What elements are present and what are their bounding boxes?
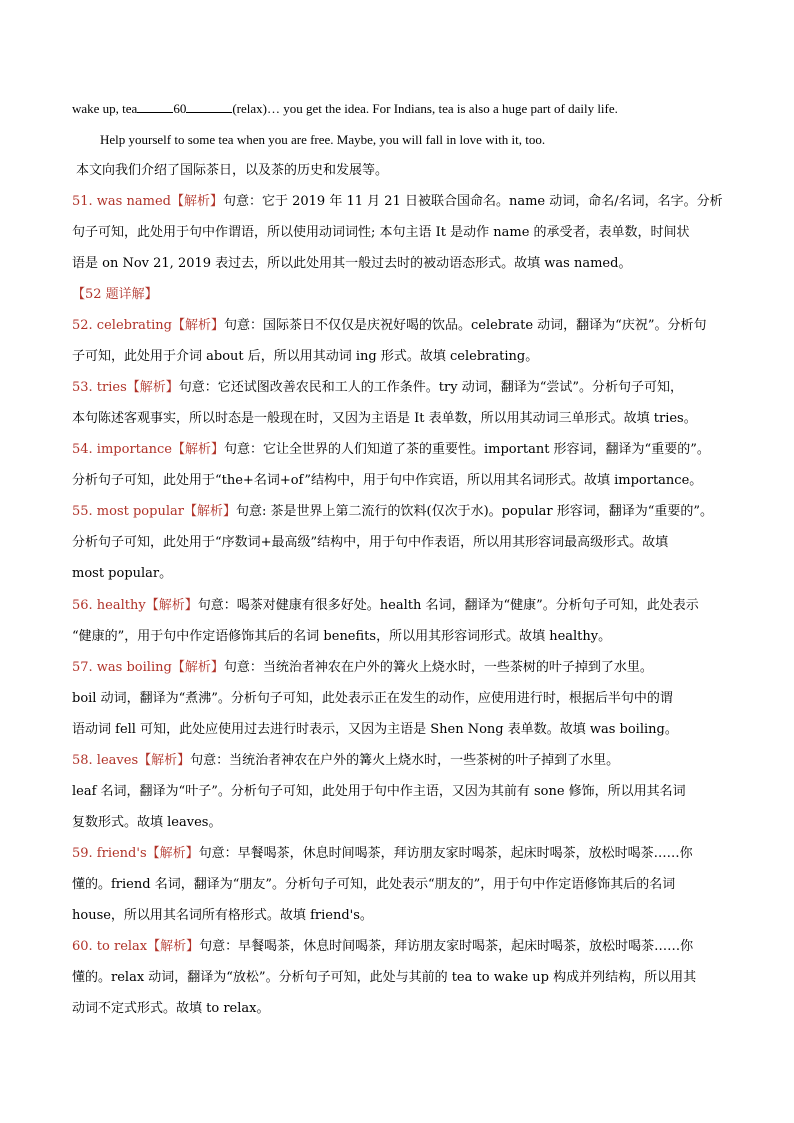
answer-label: 60. to relax [72, 939, 148, 954]
explanation-53-line-2: 本句陈述客观事实，所以时态是一般现在时，又因为主语是 It 表单数，所以用其动词三单形式。故填 tries。 [72, 411, 697, 426]
answer-label: 55. most popular [72, 504, 184, 519]
explanation-54-line-2: 分析句子可知，此处用于“the+名词+of”结构中，用于句中作宾语，所以用其名词形式。故填 importance。 [72, 473, 703, 488]
passage-text: wake up, tea [72, 101, 138, 116]
analysis-tag: 【解析】 [172, 318, 225, 333]
analysis-tag: 【解析】 [183, 504, 236, 519]
analysis-tag: 【解析】 [171, 442, 224, 457]
explanation-59-line-2: 懂的。friend 名词，翻译为“朋友”。分析句子可知，此处表示“朋友的”，用于句中作定语修饰其后的名词 [72, 877, 676, 892]
passage-line-2: Help yourself to some tea when you are free. Maybe, you will fall in love with it, too. [100, 132, 546, 147]
explanation-51-line-3: 语是 on Nov 21, 2019 表过去，所以此处用其一般过去时的被动语态形式。故填 was named。 [72, 256, 632, 271]
analysis-tag: 【解析】 [126, 380, 179, 395]
blank-number: 60 [173, 101, 187, 116]
analysis-tag: 【解析】 [146, 846, 199, 861]
answer-label: 58. leaves [72, 753, 139, 768]
answer-label: 57. was boiling [72, 660, 172, 675]
explanation-51-line-2: 句子可知，此处用于句中作谓语，所以使用动词词性; 本句主语 It 是动作 name 的承受者，表单数，时间状 [72, 225, 690, 240]
explanation-59-line-3: house，所以用其名词所有格形式。故填 friend's。 [72, 908, 373, 923]
explanation-57-line-2: boil 动词，翻译为“煮沸”。分析句子可知，此处表示正在发生的动作，应使用进行时，根据后半句中的谓 [72, 691, 673, 706]
explanation-text: 句意：它还试图改善农民和工人的工作条件。try 动词，翻译为“尝试”。分析句子可知， [178, 380, 684, 395]
analysis-tag: 【解析】 [171, 660, 224, 675]
answer-label: 56. healthy [72, 598, 146, 613]
analysis-tag: 【解析】 [138, 753, 191, 768]
section-header-52: 【52 题详解】 [72, 287, 158, 302]
blank-line [137, 112, 173, 113]
explanation-60-line-2: 懂的。relax 动词，翻译为“放松”。分析句子可知，此处与其前的 tea to wake up 构成并列结构，所以用其 [72, 970, 697, 985]
explanation-text: 句意: 茶是世界上第二流行的饮料(仅次于水)。popular 形容词，翻译为“重要的”。 [235, 504, 714, 519]
explanation-59-line-1 [72, 845, 732, 863]
explanation-52-line-2: 子可知，此处用于介词 about 后，所以用其动词 ing 形式。故填 celebrating。 [72, 349, 539, 364]
explanation-58-line-1 [72, 752, 732, 770]
explanation-52-line-1 [72, 317, 732, 335]
explanation-text: 句意：喝茶对健康有很多好处。health 名词，翻译为“健康”。分析句子可知，此处表示 [197, 598, 699, 613]
explanation-53-line-1 [72, 379, 732, 397]
explanation-56-line-1 [72, 597, 732, 615]
explanation-57-line-1 [72, 659, 732, 677]
explanation-text: 句意：早餐喝茶，休息时间喝茶，拜访朋友家时喝茶，起床时喝茶，放松时喝茶……你 [199, 939, 694, 954]
analysis-tag: 【解析】 [170, 194, 223, 209]
explanation-60-line-3: 动词不定式形式。故填 to relax。 [72, 1001, 270, 1016]
explanation-text: 句意：它让全世界的人们知道了茶的重要性。important 形容词，翻译为“重要的”。 [224, 442, 710, 457]
explanation-text: 句意：当统治者神农在户外的篝火上烧水时，一些茶树的叶子掉到了水里。 [223, 660, 653, 675]
answer-label: 54. importance [72, 442, 172, 457]
analysis-tag: 【解析】 [147, 939, 200, 954]
explanation-60-line-1 [72, 938, 732, 956]
explanation-55-line-3: most popular。 [72, 566, 173, 581]
explanation-54-line-1 [72, 441, 732, 459]
explanation-text: 句意：国际茶日不仅仅是庆祝好喝的饮品。celebrate 动词，翻译为“庆祝”。分析句 [224, 318, 707, 333]
explanation-56-line-2: “健康的”，用于句中作定语修饰其后的名词 benefits，所以用其形容词形式。故填 healthy。 [72, 629, 612, 644]
blank-line [186, 112, 232, 113]
explanation-58-line-2: leaf 名词，翻译为“叶子”。分析句子可知，此处用于句中作主语，又因为其前有 sone 修饰，所以用其名词 [72, 784, 686, 799]
explanation-55-line-2: 分析句子可知，此处用于“序数词+最高级”结构中，用于句中作表语，所以用其形容词最高级形式。故填 [72, 535, 669, 550]
explanation-57-line-3: 语动词 fell 可知，此处应使用过去进行时表示，又因为主语是 Shen Nong 表单数。故填 was boiling。 [72, 722, 678, 737]
explanation-text: 句意：当统治者神农在户外的篝火上烧水时，一些茶树的叶子掉到了水里。 [190, 753, 620, 768]
analysis-tag: 【解析】 [145, 598, 198, 613]
answer-label: 52. celebrating [72, 318, 172, 333]
passage-text: (relax)… you get the idea. For Indians, tea is also a huge part of daily life. [232, 101, 618, 116]
answer-label: 51. was named [72, 194, 171, 209]
passage-line-1 [72, 100, 732, 118]
explanation-58-line-3: 复数形式。故填 leaves。 [72, 815, 222, 830]
explanation-55-line-1 [72, 503, 732, 521]
answer-label: 59. friend's [72, 846, 147, 861]
answer-label: 53. tries [72, 380, 127, 395]
explanation-51-line-1 [72, 193, 732, 211]
explanation-text: 句意：它于 2019 年 11 月 21 日被联合国命名。name 动词，命名/名词，名字。分析 [222, 194, 723, 209]
explanation-text: 句意：早餐喝茶，休息时间喝茶，拜访朋友家时喝茶，起床时喝茶，放松时喝茶……你 [198, 846, 693, 861]
summary-intro: 本文向我们介绍了国际茶日，以及茶的历史和发展等。 [76, 163, 389, 178]
